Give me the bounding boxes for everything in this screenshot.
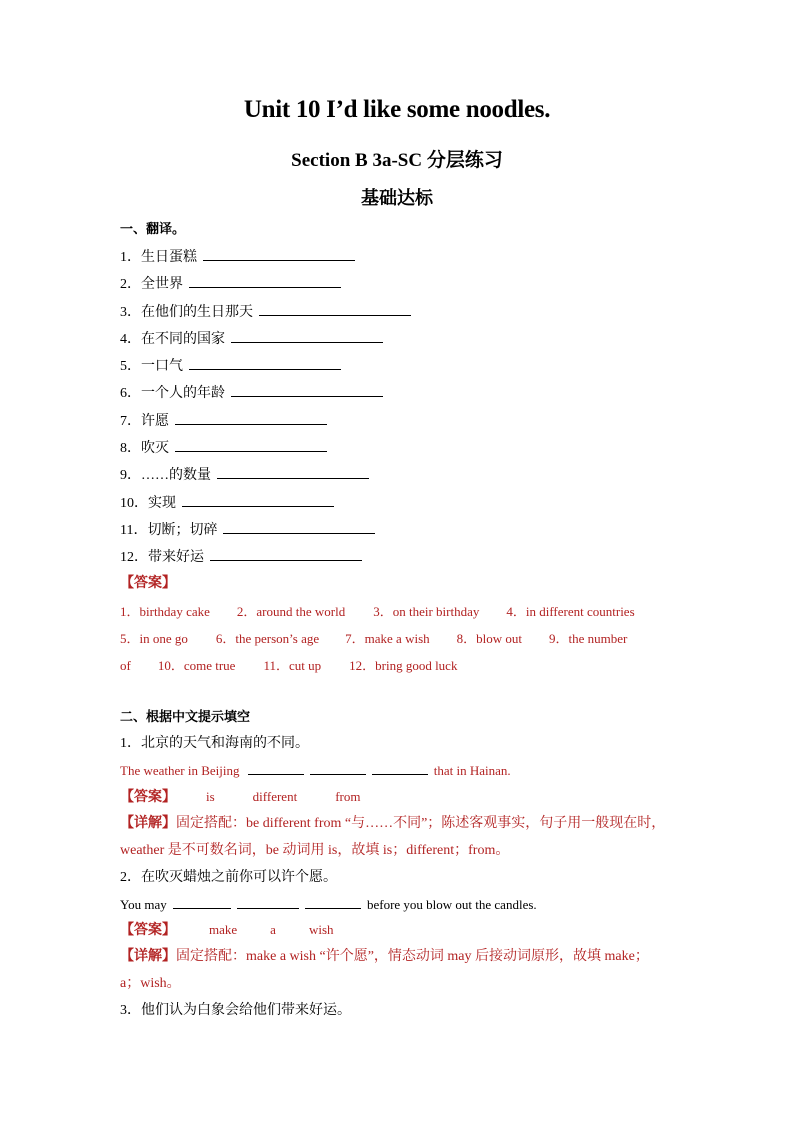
answer-item: 6．the person’s age [215,631,320,646]
answer-item: 12．bring good luck [349,658,458,673]
answer-word: different [252,789,298,804]
question-2-sentence: You may before you blow out the candles. [120,897,537,912]
answer-word: is [206,789,215,804]
answer-item: 1．birthday cake [120,604,210,619]
question-1-prompt: 1．北京的天气和海南的不同。 [120,736,309,751]
question-1-detail-cont: weather 是不可数名词，be 动词用 is，故填 is；different；from。 [120,843,510,858]
answer-item: 10．come true [157,658,236,673]
answers-line-1 [120,603,635,621]
answer-item: 5．in one go [120,631,188,646]
question-1-detail: 【详解】固定搭配：be different from “与……不同”；陈述客观事实，句子用一般现在时， [120,816,666,831]
section-subtitle: Section B 3a-SC 分层练习 [291,150,503,171]
translation-item: 10．实现 [120,494,334,513]
answers-line-3 [120,657,457,675]
answer-item: 3．on their birthday [373,604,480,619]
answer-item: 8．blow out [456,631,523,646]
answer-word: a [270,922,276,937]
answer-item: 4．in different countries [506,604,635,619]
translation-item: 6．一个人的年龄 [120,384,383,403]
unit-title: Unit 10 I’d like some noodles. [243,96,551,123]
translation-item: 7．许愿 [120,412,327,431]
question-2-prompt: 2．在吹灭蜡烛之前你可以许个愿。 [120,870,337,885]
answer-word: make [209,922,238,937]
answers-line-2 [120,630,627,648]
section1-heading: 一、翻译。 [120,221,186,236]
translation-item: 4．在不同的国家 [120,330,383,349]
answer-label: 【答案】 [120,576,176,591]
question-1-sentence: The weather in Beijing that in Hainan. [120,763,511,778]
answer-word: from [335,789,361,804]
translation-item: 2．全世界 [120,275,341,294]
answer-item: 2．around the world [236,604,346,619]
translation-item: 1．生日蛋糕 [120,248,355,267]
section2-heading: 二、根据中文提示填空 [120,709,251,724]
answer-item: 11．cut up [263,658,322,673]
answer-item: 7．make a wish [345,631,430,646]
translation-item: 5．一口气 [120,357,341,376]
translation-item: 12．带来好运 [120,548,362,567]
question-3-prompt: 3．他们认为白象会给他们带来好运。 [120,1003,351,1018]
answer-word: wish [308,922,334,937]
answer-item: of [120,658,131,673]
answer-item: 9．the number [549,631,628,646]
translation-item: 11．切断；切碎 [120,521,375,540]
translation-item: 3．在他们的生日那天 [120,303,411,322]
question-1-answer: 【答案】 is different from [120,789,361,805]
translation-item: 9．……的数量 [120,466,369,485]
question-2-answer: 【答案】 make a wish [120,922,334,938]
question-2-detail: 【详解】固定搭配：make a wish “许个愿”，情态动词 may 后接动词原形，故填 make； [120,949,649,964]
question-2-detail-cont: a；wish。 [120,976,181,991]
translation-item: 8．吹灭 [120,439,327,458]
level-heading: 基础达标 [361,188,433,208]
